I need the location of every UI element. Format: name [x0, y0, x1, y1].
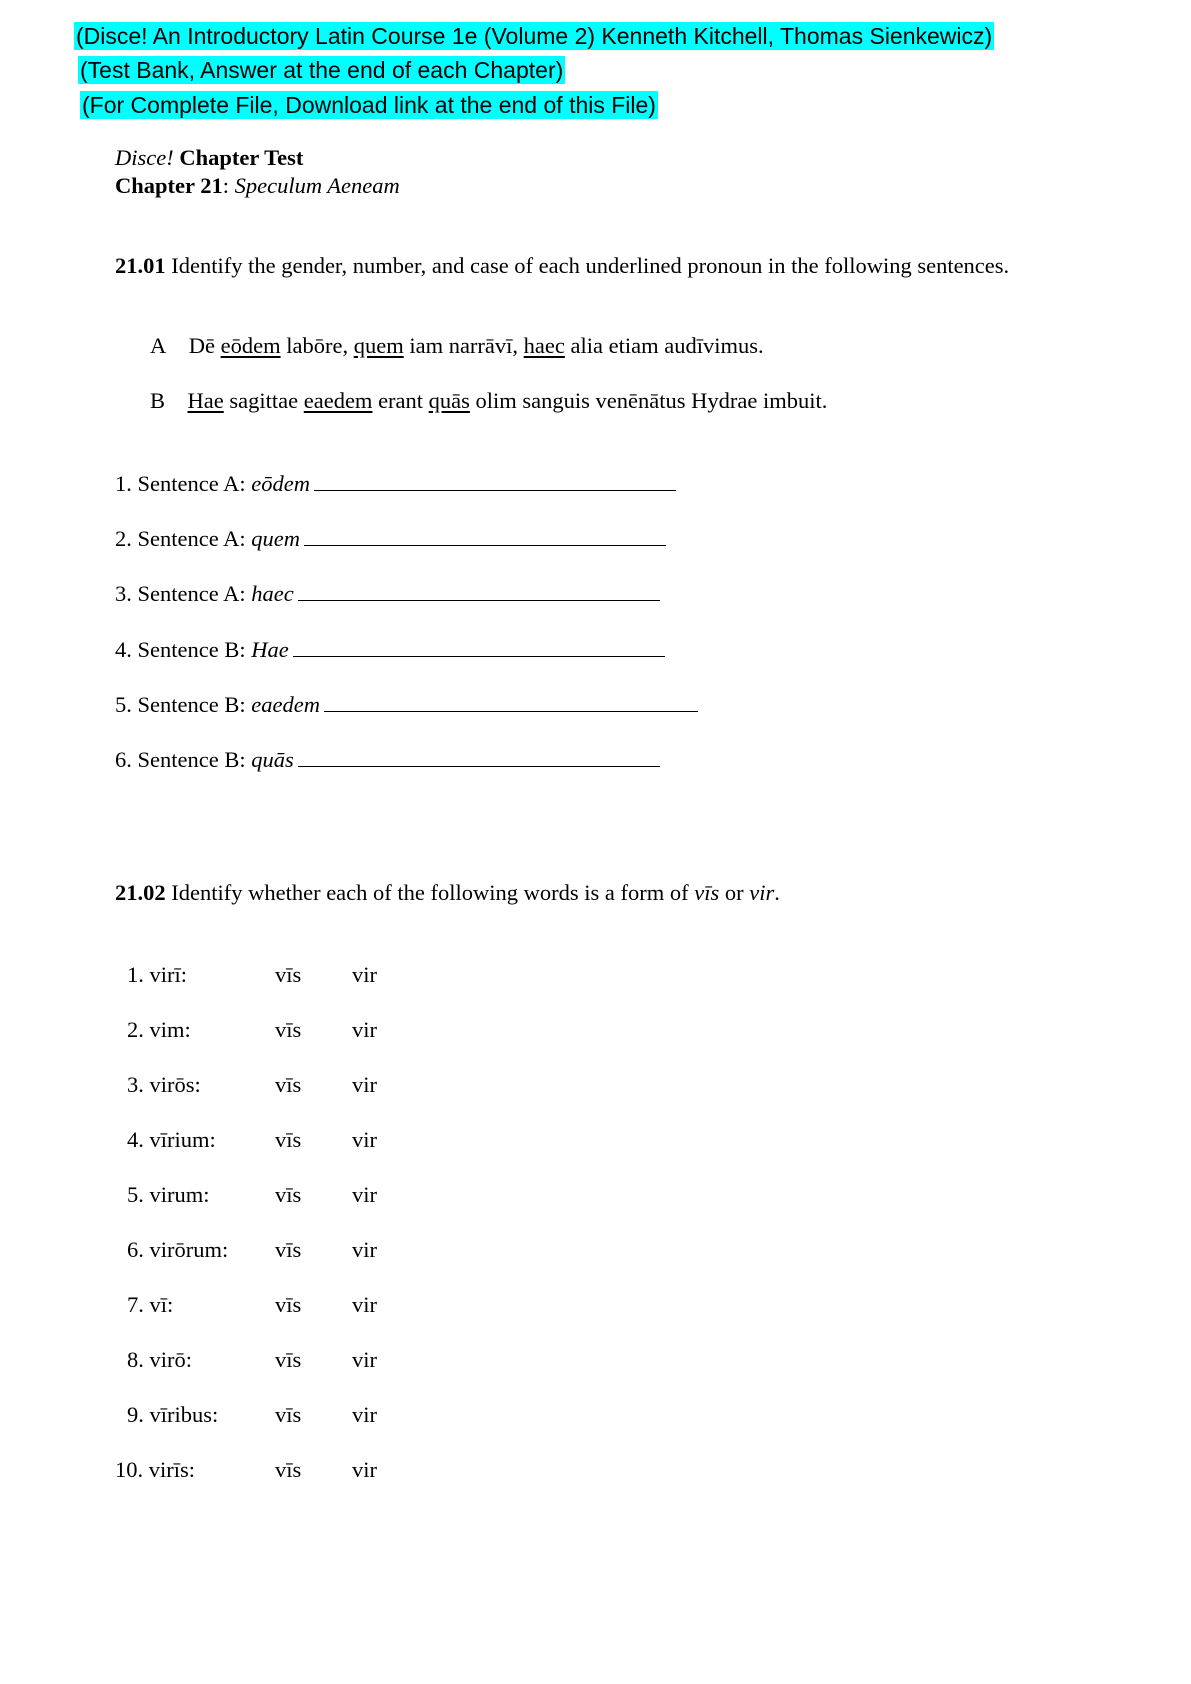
q2-item-label: 4. vīrium: [127, 1127, 216, 1152]
header-line-2: (Test Bank, Answer at the end of each Chapter) [80, 57, 564, 83]
q2-item-label: 7. vī: [127, 1292, 174, 1317]
q2-item-label: 1. virī: [127, 962, 187, 987]
item-prefix: 5. Sentence B: [115, 692, 246, 717]
answer-blank[interactable] [314, 470, 676, 491]
q2-item-label: 6. virōrum: [127, 1237, 229, 1262]
option-vir[interactable]: vir [352, 1347, 377, 1372]
sentence-text: Dē [188, 333, 215, 358]
q1-item-4 [115, 636, 665, 663]
option-vis[interactable]: vīs [275, 1402, 302, 1427]
sentence-text: olim sanguis venēnātus Hydrae imbuit. [475, 388, 828, 413]
sentence-a-letter: A [150, 333, 167, 358]
sentence-b-letter: B [150, 388, 166, 413]
q2-item-label: 9. vīribus: [127, 1402, 219, 1427]
sentence-b [150, 388, 827, 414]
test-title [115, 145, 303, 171]
item-prefix: 3. Sentence A: [115, 581, 246, 606]
underlined-pronoun: haec [523, 333, 565, 358]
sentence-text: erant [378, 388, 424, 413]
option-vir[interactable]: vir [352, 1237, 377, 1262]
chapter-heading: Chapter 21: Speculum Aeneam [115, 173, 400, 198]
underlined-pronoun: quem [353, 333, 404, 358]
option-vir[interactable]: vir [352, 1182, 377, 1207]
sentence-text: alia etiam audīvimus. [570, 333, 764, 358]
q2-or: or [724, 880, 744, 905]
option-vis[interactable]: vīs [275, 962, 302, 987]
option-vir[interactable]: vir [352, 1072, 377, 1097]
answer-blank[interactable] [304, 525, 666, 546]
q2-item-label: 2. vim: [127, 1017, 191, 1042]
option-vis[interactable]: vīs [275, 1457, 302, 1482]
q2-item-label: 8. virō: [127, 1347, 192, 1372]
answer-blank[interactable] [298, 580, 660, 601]
chapter-test-label: Chapter Test [179, 145, 304, 170]
q2-instruction [115, 880, 780, 906]
q2-item-label: 10. virīs: [115, 1457, 196, 1482]
item-word: Hae [251, 637, 289, 662]
chapter-number: Chapter 21 [115, 173, 223, 198]
answer-blank[interactable] [298, 746, 660, 767]
item-word: eōdem [251, 471, 310, 496]
q2-vis: vīs [694, 880, 720, 905]
item-word: eaedem [251, 692, 320, 717]
option-vir[interactable]: vir [352, 1402, 377, 1427]
option-vis[interactable]: vīs [275, 1017, 302, 1042]
item-word: quem [251, 526, 300, 551]
option-vir[interactable]: vir [352, 1127, 377, 1152]
option-vir[interactable]: vir [352, 962, 377, 987]
underlined-pronoun: eōdem [220, 333, 281, 358]
disce-title: Disce! [115, 145, 174, 170]
underlined-pronoun: quās [428, 388, 470, 413]
q1-item-2 [115, 525, 666, 552]
answer-blank[interactable] [324, 691, 698, 712]
option-vir[interactable]: vir [352, 1292, 377, 1317]
q1-instruction-text: Identify the gender, number, and case of each underlined pronoun in the following sentences. [171, 253, 1010, 278]
sentence-text: sagittae [229, 388, 299, 413]
item-prefix: 2. Sentence A: [115, 526, 246, 551]
q1-item-5 [115, 691, 698, 718]
option-vis[interactable]: vīs [275, 1182, 302, 1207]
option-vis[interactable]: vīs [275, 1292, 302, 1317]
q2-item-label: 5. virum: [127, 1182, 210, 1207]
answer-blank[interactable] [293, 636, 665, 657]
header-line-1: (Disce! An Introductory Latin Course 1e (Volume 2) Kenneth Kitchell, Thomas Sienkewicz) [76, 23, 993, 49]
q2-number: 21.02 [115, 880, 166, 905]
item-prefix: 4. Sentence B: [115, 637, 246, 662]
sentence-a [150, 333, 764, 359]
option-vis[interactable]: vīs [275, 1127, 302, 1152]
sentence-text: labōre, [286, 333, 349, 358]
item-word: quās [251, 747, 294, 772]
q2-instruction-text: Identify whether each of the following words is a form of [171, 880, 689, 905]
q1-item-3 [115, 580, 660, 607]
q1-item-6 [115, 746, 660, 773]
option-vir[interactable]: vir [352, 1457, 377, 1482]
q1-number: 21.01 [115, 253, 166, 278]
option-vir[interactable]: vir [352, 1017, 377, 1042]
underlined-pronoun: Hae [187, 388, 224, 413]
chapter-name: Speculum Aeneam [234, 173, 400, 198]
item-prefix: 1. Sentence A: [115, 471, 246, 496]
header-line-3: (For Complete File, Download link at the end of this File) [82, 92, 656, 118]
item-prefix: 6. Sentence B: [115, 747, 246, 772]
q2-item-label: 3. virōs: [127, 1072, 201, 1097]
q1-item-1 [115, 470, 676, 497]
q1-instruction [115, 253, 1009, 279]
q2-period: . [774, 880, 780, 905]
sentence-text: iam narrāvī, [409, 333, 519, 358]
item-word: haec [251, 581, 294, 606]
option-vis[interactable]: vīs [275, 1347, 302, 1372]
option-vis[interactable]: vīs [275, 1072, 302, 1097]
underlined-pronoun: eaedem [303, 388, 373, 413]
option-vis[interactable]: vīs [275, 1237, 302, 1262]
q2-vir: vir [749, 880, 775, 905]
